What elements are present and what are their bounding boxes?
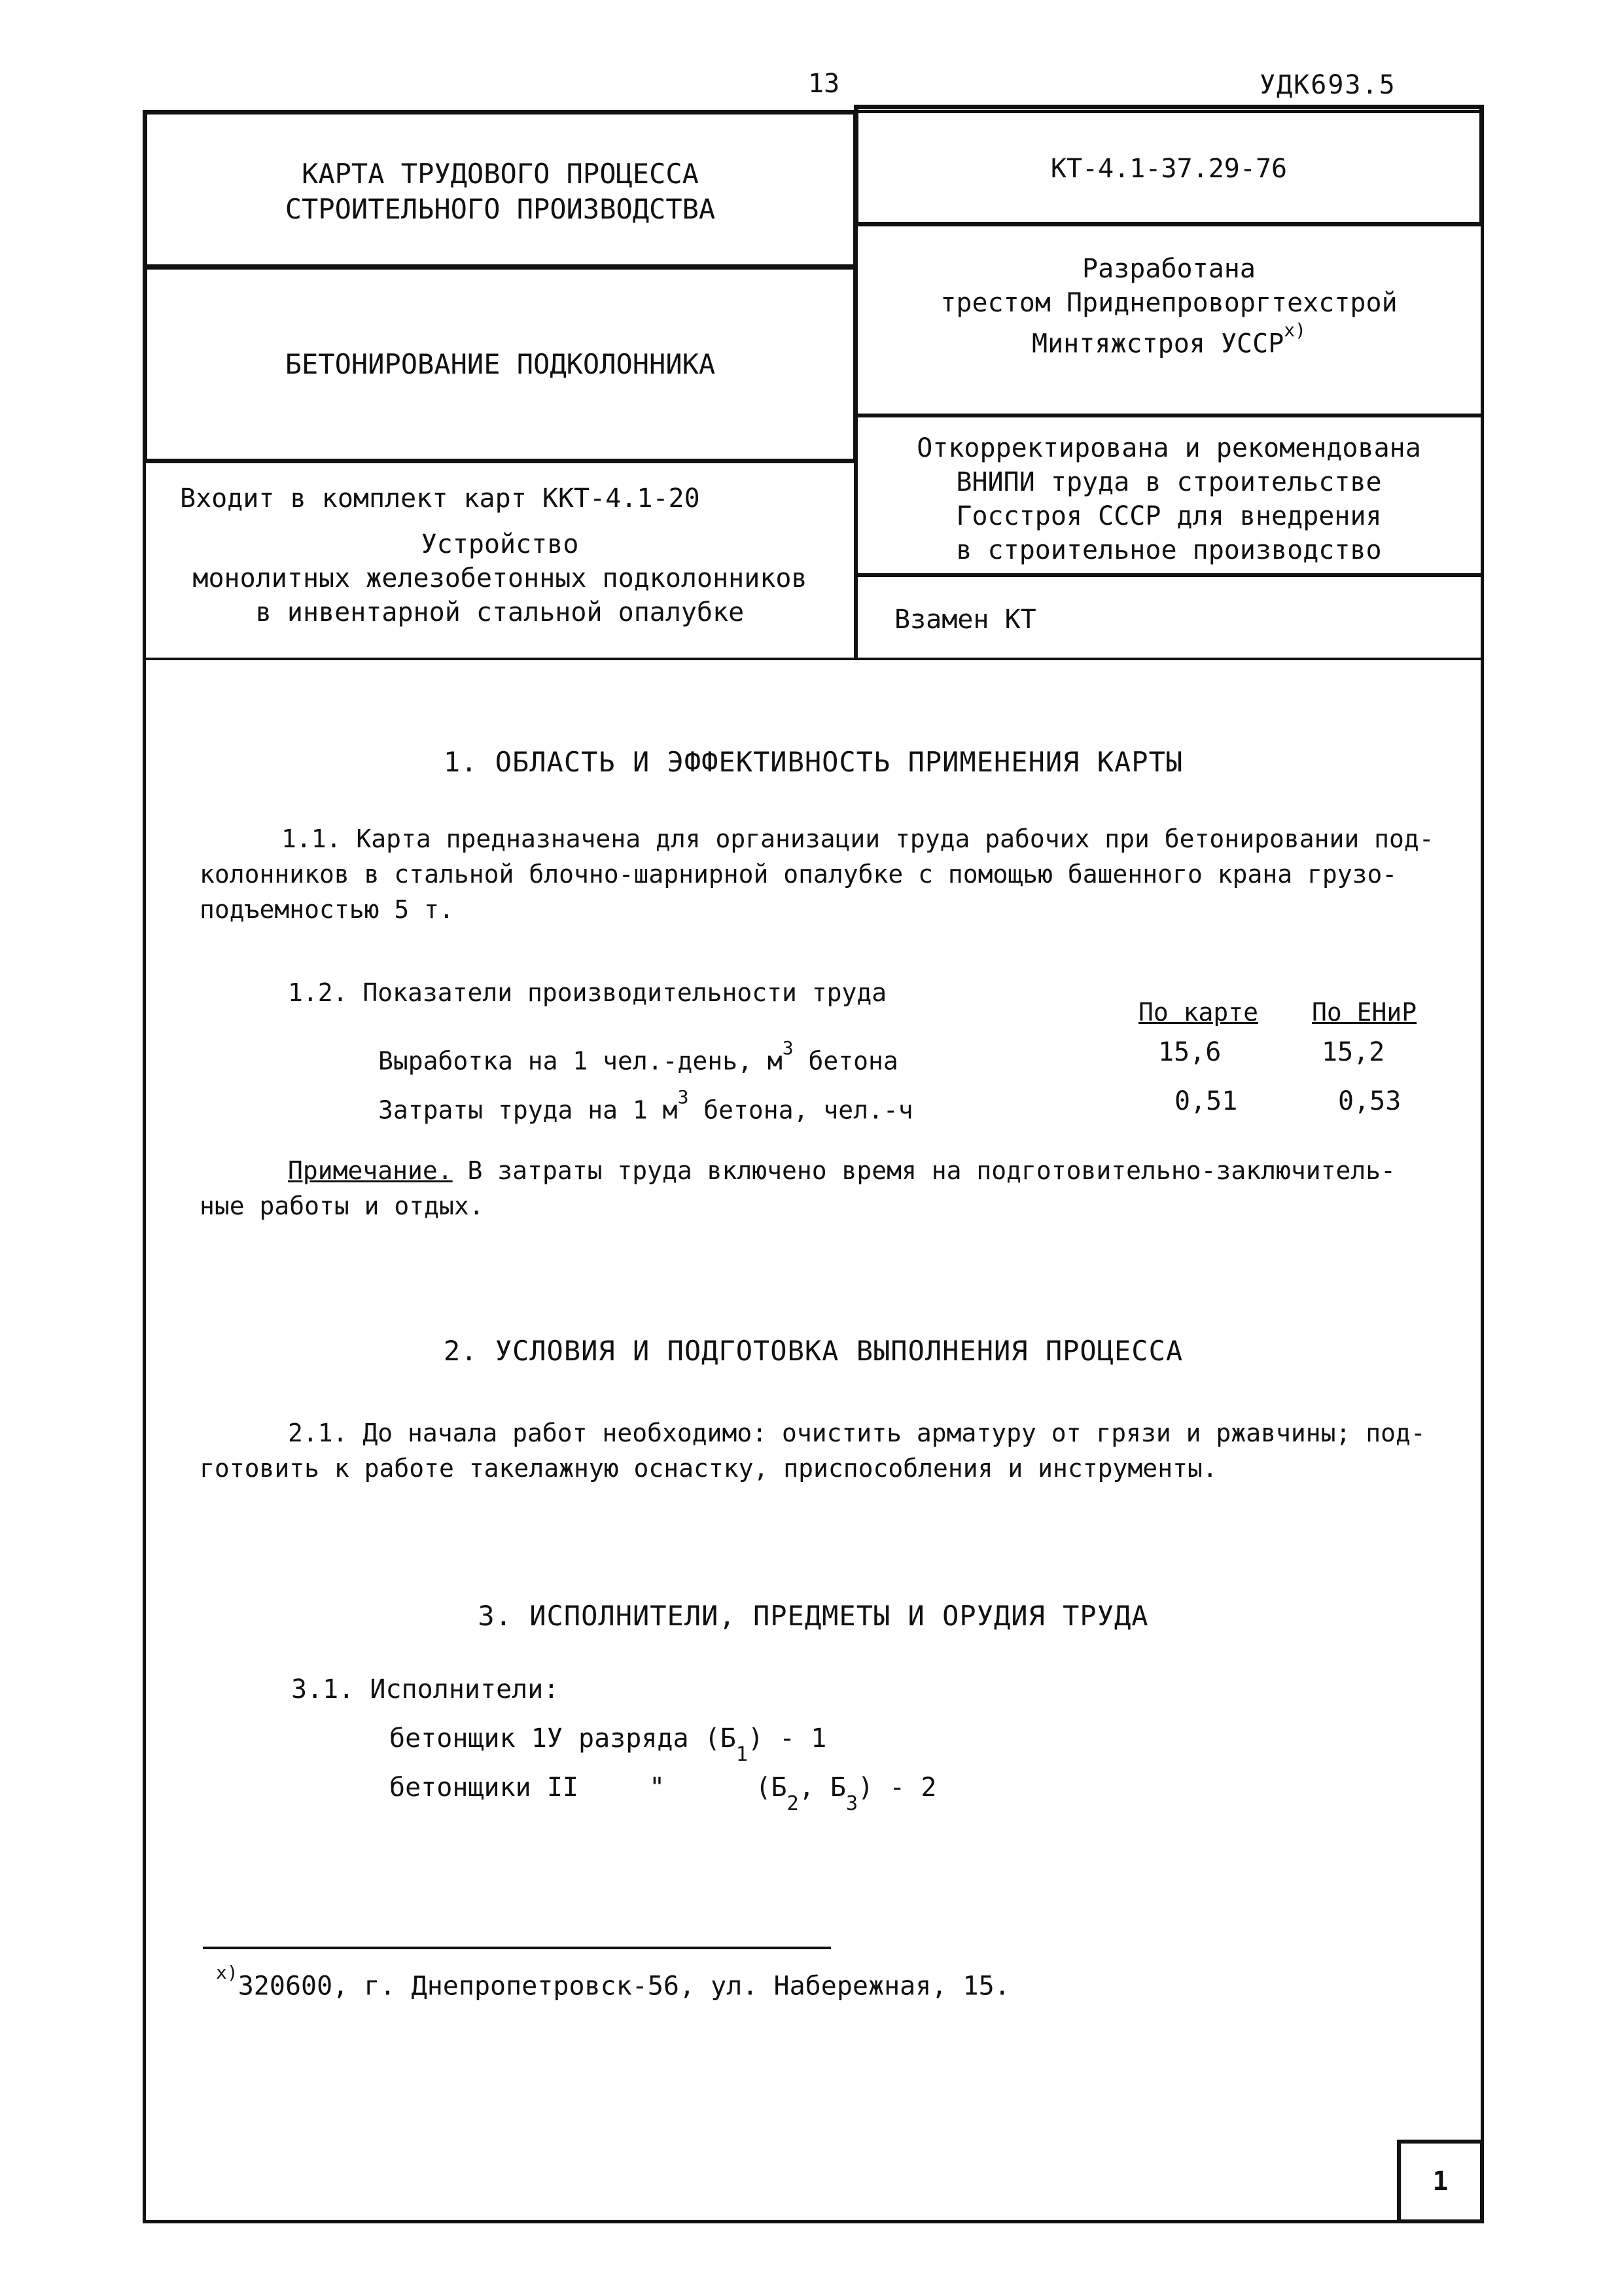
- developed-line2: трестом Приднепроворгтехстрой: [940, 288, 1398, 318]
- card-title-box: [143, 110, 858, 269]
- header-bottom-line: [143, 658, 1484, 660]
- page-number: 13: [808, 69, 840, 99]
- section3-title: 3. ИСПОЛНИТЕЛИ, ПРЕДМЕТЫ И ОРУДИЯ ТРУДА: [478, 1600, 1149, 1632]
- card-set-box: [143, 459, 858, 658]
- developed-line3: [854, 319, 1484, 361]
- row1-label: [378, 1037, 898, 1079]
- section1-title: 1. ОБЛАСТЬ И ЭФФЕКТИВНОСТЬ ПРИМЕНЕНИЯ КАРТЫ: [443, 746, 1184, 778]
- worker2-sub2: 3: [845, 1792, 858, 1815]
- row1-card-value: 15,6: [1158, 1037, 1222, 1067]
- developed-box: [854, 226, 1484, 576]
- card-title-line1: КАРТА ТРУДОВОГО ПРОЦЕССА: [302, 158, 699, 190]
- developed-line1: Разработана: [1082, 254, 1256, 284]
- footnote-text: 320600, г. Днепропетровск-56, ул. Набережная, 15.: [238, 1971, 1010, 2002]
- worker2-d: ) - 2: [858, 1773, 937, 1803]
- p21-line2: готовить к работе такелажную оснастку, приспособления и инструменты.: [200, 1454, 1218, 1483]
- footnote-mark: x): [216, 1962, 238, 1983]
- col-header-enir: По ЕНиР: [1312, 998, 1417, 1027]
- divider: [854, 414, 1484, 417]
- corrected-line4: в строительное производство: [956, 535, 1382, 565]
- replaces-box: [854, 573, 1484, 658]
- udk-code: УДК693.5: [1260, 70, 1396, 100]
- worker1-a: бетонщик 1У разряда (Б: [389, 1723, 736, 1754]
- set-line4: в инвентарной стальной опалубке: [255, 597, 745, 627]
- row2-label-a: Затраты труда на 1 м: [378, 1095, 678, 1125]
- column-divider: [854, 110, 858, 658]
- worker2-c: , Б: [798, 1773, 846, 1803]
- row2-sup: 3: [677, 1086, 689, 1108]
- row2-label-b: бетона, чел.-ч: [688, 1095, 913, 1125]
- set-line3: монолитных железобетонных подколонников: [192, 563, 807, 593]
- worker2-b: (Б: [755, 1773, 787, 1803]
- note-line2: ные работы и отдых.: [200, 1192, 484, 1220]
- note-text: В затраты труда включено время на подготовительно-заключитель-: [452, 1156, 1396, 1185]
- note-line1: [288, 1153, 1396, 1188]
- set-line1: Входит в комплект карт ККТ-4.1-20: [180, 484, 700, 514]
- developed-line3-text: Минтяжстроя УССР: [1031, 328, 1284, 359]
- footnote: [216, 1962, 1010, 2004]
- row1-label-b: бетона: [793, 1046, 898, 1076]
- worker1-b: ) - 1: [747, 1723, 827, 1754]
- row1-label-a: Выработка на 1 чел.-день, м: [378, 1046, 783, 1076]
- set-line2: Устройство: [421, 529, 579, 559]
- work-name: БЕТОНИРОВАНИЕ ПОДКОЛОННИКА: [285, 348, 716, 380]
- work-name-box: [143, 265, 858, 463]
- footnote-rule: [203, 1947, 831, 1949]
- card-code-box: [854, 105, 1484, 226]
- sheet-number: 1: [1397, 2140, 1484, 2223]
- col-header-card: По карте: [1138, 998, 1259, 1027]
- row1-sup: 3: [782, 1037, 794, 1059]
- worker2-ditto: ": [649, 1773, 665, 1803]
- row2-card-value: 0,51: [1174, 1086, 1238, 1116]
- p12-title: 1.2. Показатели производительности труда: [288, 978, 887, 1007]
- p11-line2: колонников в стальной блочно-шарнирной опалубке с помощью башенного крана грузо-: [200, 860, 1398, 889]
- p21-line1: 2.1. До начала работ необходимо: очистить арматуру от грязи и ржавчины; под-: [288, 1419, 1426, 1447]
- corrected-line1: Откорректирована и рекомендована: [917, 433, 1421, 463]
- worker1-sub: 1: [735, 1743, 748, 1766]
- row2-label: [378, 1086, 913, 1128]
- p11-line3: подъемностью 5 т.: [200, 895, 454, 924]
- row2-enir-value: 0,53: [1338, 1086, 1402, 1116]
- developed-footnote-mark: x): [1284, 319, 1307, 341]
- p11-line1: 1.1. Карта предназначена для организации труда рабочих при бетонировании под-: [281, 824, 1434, 853]
- corrected-line2: ВНИПИ труда в строительстве: [956, 467, 1382, 497]
- card-code: КТ-4.1-37.29-76: [1050, 154, 1288, 184]
- note-label: Примечание.: [288, 1156, 453, 1185]
- worker2-a: бетонщики II: [389, 1773, 578, 1803]
- replaces-text: Взамен КТ: [894, 605, 1036, 635]
- worker1: [389, 1721, 826, 1765]
- row1-enir-value: 15,2: [1322, 1037, 1385, 1067]
- corrected-line3: Госстроя СССР для внедрения: [956, 501, 1382, 531]
- worker2-sub1: 2: [786, 1792, 799, 1815]
- p31: 3.1. Исполнители:: [291, 1674, 559, 1704]
- card-title-line2: СТРОИТЕЛЬНОГО ПРОИЗВОДСТВА: [285, 193, 716, 225]
- worker2: [389, 1770, 936, 1814]
- section2-title: 2. УСЛОВИЯ И ПОДГОТОВКА ВЫПОЛНЕНИЯ ПРОЦЕССА: [443, 1335, 1184, 1367]
